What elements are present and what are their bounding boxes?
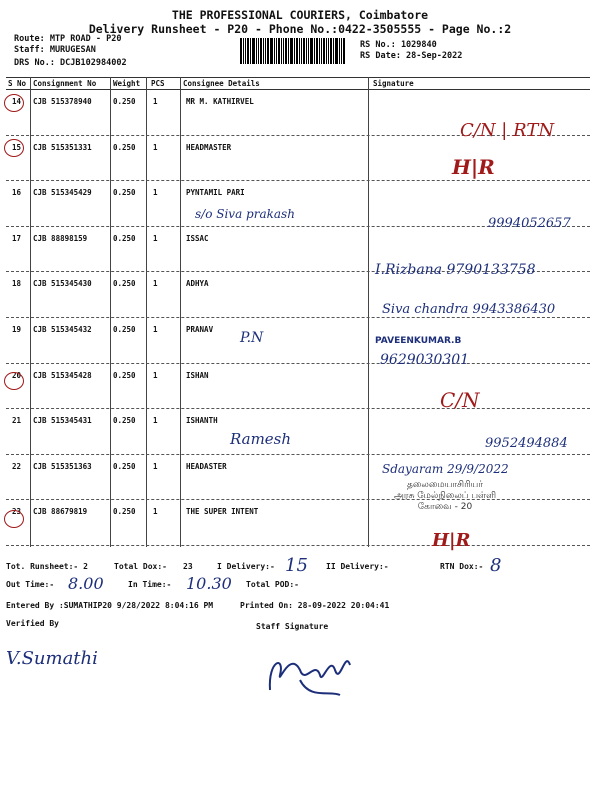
barcode-bar <box>314 38 315 64</box>
row-pcs: 1 <box>153 325 158 334</box>
route-label: Route: MTP ROAD - P20 <box>14 34 122 44</box>
row-consignment: CJB 515351331 <box>33 142 92 152</box>
mark-circle <box>4 94 24 112</box>
handwritten-cn: C/N <box>440 388 480 412</box>
row-weight: 0.250 <box>113 507 136 517</box>
row-consignment: CJB 515378940 <box>33 97 92 106</box>
rs-date: RS Date: 28-Sep-2022 <box>360 51 463 61</box>
barcode-bar <box>283 38 284 64</box>
row-divider <box>6 180 590 181</box>
entered-by: Entered By :SUMATHIP20 9/28/2022 8:04:16 PM <box>6 601 214 610</box>
handwritten-initials: P.N <box>240 330 264 346</box>
row-consignee: PRANAV <box>186 325 214 334</box>
barcode-bar <box>330 38 332 64</box>
row-pcs: 1 <box>153 188 158 198</box>
in-time-label: In Time:- <box>128 580 172 589</box>
barcode-bar <box>335 38 338 64</box>
rtn-dox-label: RTN Dox:- <box>440 562 484 571</box>
row-divider <box>6 363 590 364</box>
row-sno: 16 <box>12 188 22 198</box>
row-weight: 0.250 <box>113 97 136 106</box>
handwritten-phone: 9952494884 <box>485 436 568 451</box>
handwritten-name-phone: Siva chandra 9943386430 <box>382 302 556 317</box>
row-consignee: ISHANTH <box>186 416 218 426</box>
barcode-bar <box>290 38 293 64</box>
barcode-bar <box>258 38 259 64</box>
barcode-bar <box>339 38 340 64</box>
barcode-bar <box>263 38 264 64</box>
row-weight: 0.250 <box>113 416 136 426</box>
handwritten-hr: H|R <box>452 155 495 179</box>
verified-by-label: Verified By <box>6 619 59 628</box>
barcode-bar <box>310 38 313 64</box>
col-header-consignee: Consignee Details <box>183 79 260 88</box>
row-sno: 20 <box>12 370 22 380</box>
runsheet-subtitle: Delivery Runsheet - P20 - Phone No.:0422-3505555 - Page No.:2 <box>88 22 512 36</box>
school-stamp <box>370 480 520 513</box>
handwritten-phone: 9994052657 <box>488 216 571 231</box>
row-pcs: 1 <box>153 416 158 426</box>
stamp-line: அரசு மேல்நிலைப் பள்ளி <box>393 491 497 501</box>
row-weight: 0.250 <box>113 370 136 380</box>
row-consignee: PYNTAMIL PARI <box>186 188 245 198</box>
row-consignment: CJB 88679819 <box>33 507 88 517</box>
stamp-line: தலைமையாசிரியர் <box>407 480 483 490</box>
row-consignment: CJB 515345428 <box>33 370 92 380</box>
barcode-bar <box>288 38 289 64</box>
rtn-dox-value: 8 <box>490 555 502 576</box>
row-consignee: ISHAN <box>186 370 209 380</box>
barcode-bar <box>256 38 257 64</box>
drs-number: DRS No.: DCJB102984002 <box>14 58 127 68</box>
row-weight: 0.250 <box>113 279 136 289</box>
row-pcs: 1 <box>153 97 158 106</box>
total-dox-label: Total Dox:- <box>114 562 167 571</box>
col-header-weight: Weight <box>113 79 141 88</box>
barcode-bar <box>323 38 325 64</box>
barcode-bar <box>265 38 266 64</box>
row-consignee: HEADMASTER <box>186 142 232 152</box>
row-sno: 15 <box>12 142 22 152</box>
row-weight: 0.250 <box>113 325 136 334</box>
row-weight: 0.250 <box>113 461 136 471</box>
barcode-bar <box>250 38 251 64</box>
barcode-bar <box>303 38 305 64</box>
row-pcs: 1 <box>153 233 158 243</box>
barcode <box>240 38 350 64</box>
row-pcs: 1 <box>153 279 158 289</box>
row-sno: 14 <box>12 97 22 106</box>
handwritten-hr: H|R <box>432 530 471 551</box>
barcode-bar <box>294 38 295 64</box>
row-consignment: CJB 88898159 <box>33 233 88 243</box>
col-header-pcs: PCS <box>151 79 165 88</box>
staff-label: Staff: MURUGESAN <box>14 45 96 55</box>
row-consignee: ADHYA <box>186 279 209 289</box>
stamp-line: கோவை - 20 <box>417 502 473 512</box>
staff-signature-label: Staff Signature <box>256 622 329 631</box>
row-weight: 0.250 <box>113 142 136 152</box>
out-time-value: 8.00 <box>68 574 104 593</box>
row-pcs: 1 <box>153 507 158 517</box>
row-sno: 21 <box>12 416 22 426</box>
barcode-bar <box>343 38 345 64</box>
barcode-bar <box>326 38 327 64</box>
barcode-bar <box>319 38 320 64</box>
barcode-bar <box>328 38 329 64</box>
row-consignee: THE SUPER INTENT <box>186 507 259 517</box>
col-header-sno: S No <box>8 79 27 88</box>
barcode-bar <box>276 38 277 64</box>
total-runsheet: Tot. Runsheet:- 2 <box>6 562 88 571</box>
row-weight: 0.250 <box>113 188 136 198</box>
handwritten-name: s/o Siva prakash <box>195 207 295 221</box>
row-consignment: CJB 515345432 <box>33 325 92 334</box>
handwritten-cn-rtn: C/N | RTN <box>460 120 555 141</box>
in-time-value: 10.30 <box>186 574 232 593</box>
staff-signature-scribble <box>260 630 360 710</box>
barcode-bar <box>281 38 282 64</box>
row-pcs: 1 <box>153 370 158 380</box>
barcode-bar <box>296 38 298 64</box>
barcode-bar <box>278 38 280 64</box>
document-title: THE PROFESSIONAL COURIERS, Coimbatore <box>171 8 429 22</box>
row-divider <box>6 545 590 546</box>
rs-number: RS No.: 1029840 <box>360 40 437 50</box>
barcode-bar <box>306 38 307 64</box>
mark-circle <box>4 139 24 157</box>
barcode-bar <box>321 38 322 64</box>
barcode-bar <box>333 38 334 64</box>
barcode-bar <box>267 38 269 64</box>
ii-delivery-label: II Delivery:- <box>326 562 389 571</box>
out-time-label: Out Time:- <box>6 580 55 589</box>
mark-circle <box>4 372 24 390</box>
row-consignee: HEADASTER <box>186 461 227 471</box>
barcode-bar <box>299 38 300 64</box>
barcode-bar <box>270 38 273 64</box>
row-pcs: 1 <box>153 461 158 471</box>
barcode-bar <box>243 38 244 64</box>
row-sno: 19 <box>12 325 22 334</box>
row-weight: 0.250 <box>113 233 136 243</box>
printed-on: Printed On: 28-09-2022 20:04:41 <box>240 601 390 610</box>
row-pcs: 1 <box>153 142 158 152</box>
total-dox-value: 23 <box>183 562 193 571</box>
handwritten-name: PAVEENKUMAR.B <box>375 336 462 346</box>
handwritten-name-date: Sdayaram 29/9/2022 <box>382 462 509 476</box>
barcode-bar <box>274 38 275 64</box>
barcode-bar <box>240 38 242 64</box>
row-divider <box>6 454 590 455</box>
row-sno: 23 <box>12 507 22 517</box>
verified-signature: V.Sumathi <box>6 648 98 669</box>
col-header-consignment: Consignment No <box>33 79 97 88</box>
barcode-bar <box>301 38 302 64</box>
i-delivery-label: I Delivery:- <box>217 562 275 571</box>
row-sno: 22 <box>12 461 22 471</box>
handwritten-phone: 9629030301 <box>380 352 470 368</box>
row-sno: 18 <box>12 279 22 289</box>
row-consignee: MR M. KATHIRVEL <box>186 97 254 106</box>
handwritten-name: Ramesh <box>230 430 292 448</box>
barcode-bar <box>308 38 309 64</box>
barcode-bar <box>252 38 255 64</box>
barcode-bar <box>245 38 246 64</box>
barcode-bar <box>341 38 342 64</box>
row-consignment: CJB 515345431 <box>33 416 92 426</box>
barcode-bar <box>285 38 287 64</box>
handwritten-name-phone: I.Rizbana 9790133758 <box>375 262 536 278</box>
row-consignee: ISSAC <box>186 233 209 243</box>
row-sno: 17 <box>12 233 22 243</box>
barcode-bar <box>247 38 249 64</box>
row-divider <box>6 408 590 409</box>
row-consignment: CJB 515345429 <box>33 188 92 198</box>
barcode-bar <box>260 38 262 64</box>
barcode-bar <box>316 38 318 64</box>
row-consignment: CJB 515345430 <box>33 279 92 289</box>
row-consignment: CJB 515351363 <box>33 461 92 471</box>
col-header-signature: Signature <box>373 79 414 88</box>
i-delivery-value: 15 <box>285 555 308 576</box>
row-divider <box>6 317 590 318</box>
total-pod-label: Total POD:- <box>246 580 299 589</box>
mark-circle <box>4 510 24 528</box>
